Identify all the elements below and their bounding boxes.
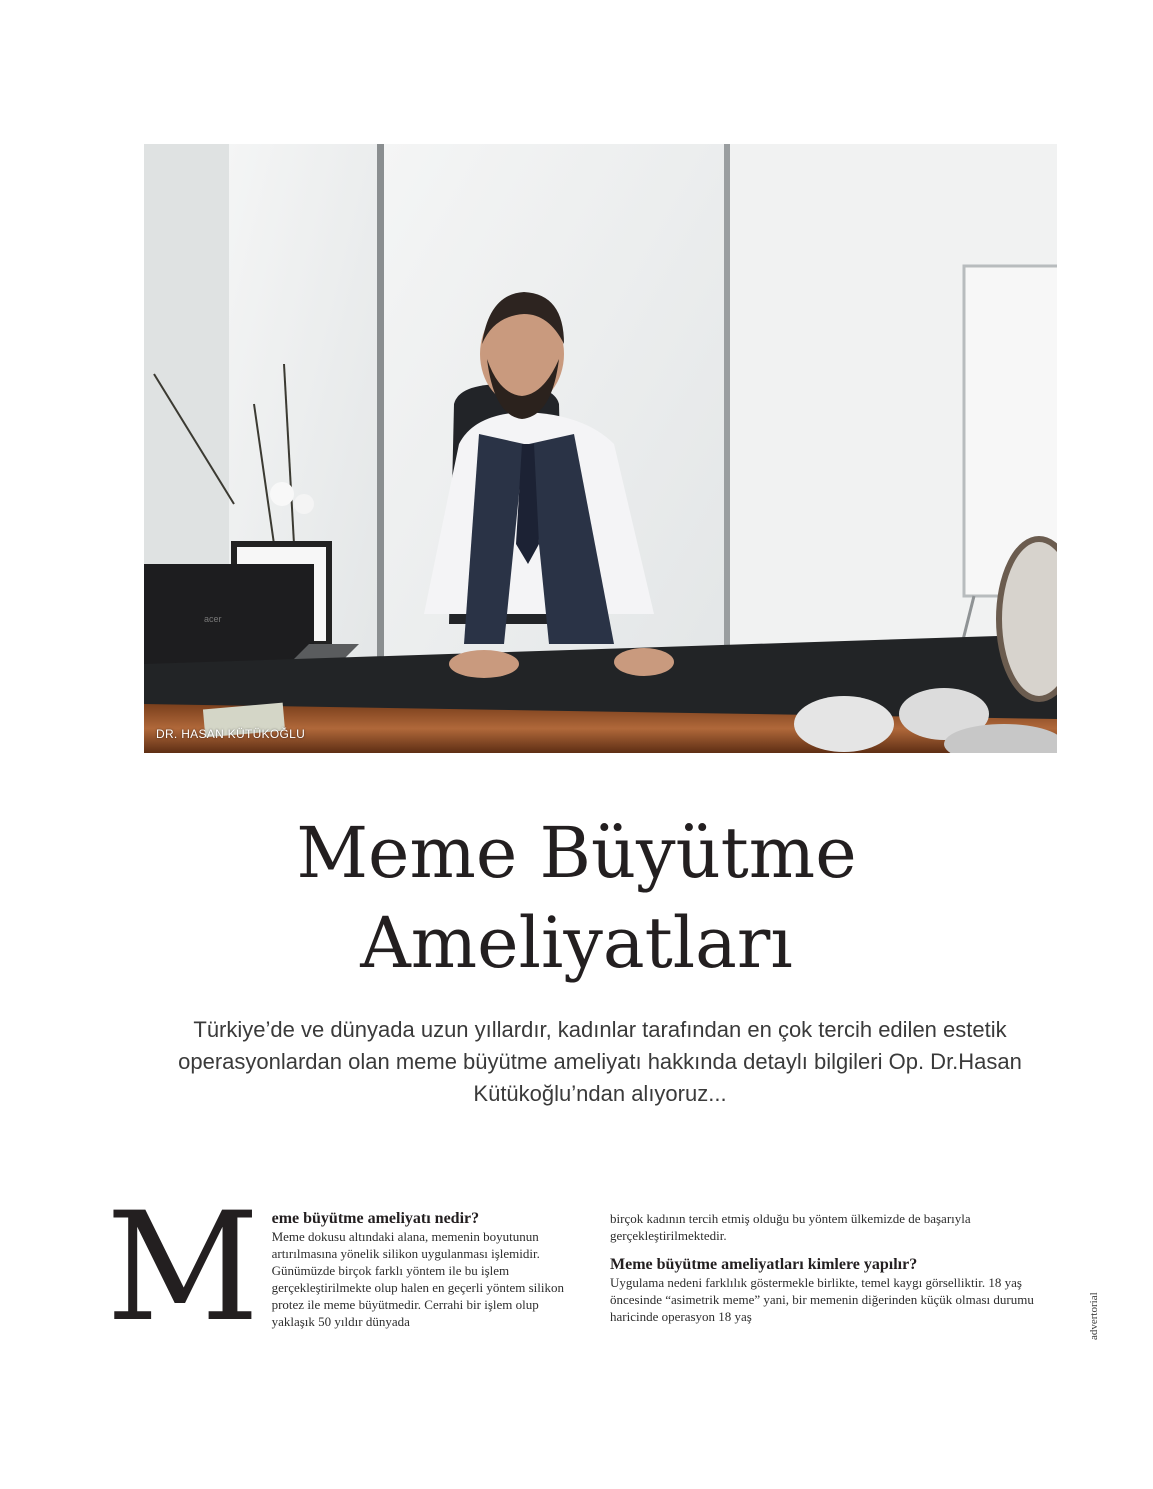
question-1-text: Meme dokusu altındaki alana, memenin boyutunun artırılmasına yönelik silikon uygulanması işlemidir. Günümüzde birçok farklı yöntem ile bu işlem gerçekleştirilmekte olup halen en geçerli yöntem silikon protez ile meme büyütmedir. Cerrahi bir işlem olup yaklaşık 50 yıldır dünyada bbox=[271, 1229, 564, 1329]
title-line-1: Meme Büyütme bbox=[296, 812, 857, 894]
doctor-photo bbox=[144, 144, 1057, 753]
question-1-text-continued: birçok kadının tercih etmiş olduğu bu yöntem ülkemizde de başarıyla gerçekleştirilmektedir. bbox=[610, 1211, 971, 1243]
title-line-2: Ameliyatları bbox=[360, 902, 793, 984]
column-left bbox=[106, 1181, 584, 1355]
advertorial-label: advertorial bbox=[1088, 1292, 1100, 1340]
photo-caption: DR. HASAN KÜTÜKOĞLU bbox=[156, 727, 306, 741]
laptop-brand: acer bbox=[204, 614, 222, 624]
article-intro: Türkiye’de ve dünyada uzun yıllardır, kadınlar tarafından en çok tercih edilen estetik operasyonlardan olan meme büyütme ameliyatı hakkında detaylı bilgileri Op. Dr.Hasan Kütükoğlu’ndan alıyoruz... bbox=[178, 1017, 1022, 1106]
office-photo-illustration bbox=[144, 144, 1057, 753]
drop-cap: M bbox=[106, 1181, 260, 1355]
question-1-heading: eme büyütme ameliyatı nedir? bbox=[271, 1210, 480, 1227]
question-2-text: Uygulama nedeni farklılık göstermekle birlikte, temel kaygı görselliktir. 18 yaş öncesinde “asimetrik meme” yani, bir memenin diğerinden küçük olması durumu haricinde operasyon 18 yaş bbox=[610, 1275, 1034, 1324]
question-2-heading: Meme büyütme ameliyatları kimlere yapılır? bbox=[610, 1256, 918, 1273]
article-title bbox=[0, 808, 1153, 988]
column-right bbox=[610, 1210, 1050, 1325]
